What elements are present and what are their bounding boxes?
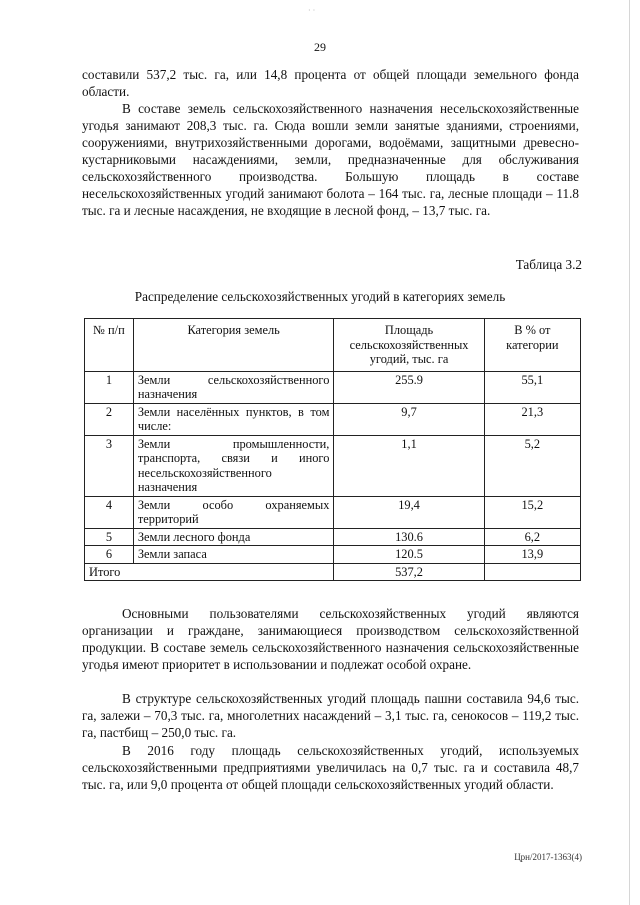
row-category: Земли населённых пунктов, в том числе: xyxy=(133,403,334,435)
table-total-row xyxy=(85,563,581,581)
header-num: № п/п xyxy=(85,319,134,372)
table-row xyxy=(85,403,581,435)
paragraph-2: В составе земель сельскохозяйственного назначения несельскохозяйственные угодья занимают 208,3 тыс. га. Сюда вошли земли занятые зданиями, строениями, сооружениями, внутрихозяйственными дорогами, водоёмами, защитными древесно-кустарниковыми насаждениями, земли, предназначенные для обслуживания сельскохозяйственного производства. Большую площадь в составе несельскохозяйственных угодий занимают болота – 164 тыс. га, лесные площади – 11.8 тыс. га и лесные насаждения, не входящие в лесной фонд, – 13,7 тыс. га. xyxy=(82,101,579,218)
total-percent xyxy=(484,563,580,581)
scan-edge-line xyxy=(629,0,630,905)
table-row xyxy=(85,546,581,564)
row-category: Земли запаса xyxy=(133,546,334,564)
document-code: Црн/2017-1363(4) xyxy=(514,852,582,862)
page-number: 29 xyxy=(314,40,326,54)
row-category: Земли промышленности, транспорта, связи и иного несельскохозяйственного назначения xyxy=(133,435,334,496)
scan-mark: · · xyxy=(308,6,316,15)
land-categories-table xyxy=(84,318,581,581)
row-category: Земли особо охраняемых территорий xyxy=(133,496,334,528)
row-percent: 6,2 xyxy=(484,528,580,546)
header-percent: В % от категории xyxy=(484,319,580,372)
paragraph-3: Основными пользователями сельскохозяйственных угодий являются организации и граждане, занимающиеся производством сельскохозяйственной продукции. В составе земель сельскохозяйственного назначения сельскохозяйственные угодья имеют приоритет в использовании и подлежат особой охране. xyxy=(82,606,579,672)
table-row xyxy=(85,371,581,403)
table-row xyxy=(85,435,581,496)
row-area: 120.5 xyxy=(334,546,484,564)
header-category: Категория земель xyxy=(133,319,334,372)
row-percent: 21,3 xyxy=(484,403,580,435)
row-num: 5 xyxy=(85,528,134,546)
table-row xyxy=(85,496,581,528)
row-percent: 5,2 xyxy=(484,435,580,496)
paragraph-1: составили 537,2 тыс. га, или 14,8 процента от общей площади земельного фонда области. xyxy=(82,67,579,99)
row-category: Земли сельскохозяйственного назначения xyxy=(133,371,334,403)
paragraph-4: В структуре сельскохозяйственных угодий площадь пашни составила 94,6 тыс. га, залежи – 70,3 тыс. га, многолетних насаждений – 3,1 тыс. га, сенокосов – 119,2 тыс. га, пастбищ – 250,0 тыс. га. xyxy=(82,691,579,740)
table-row xyxy=(85,528,581,546)
row-percent: 15,2 xyxy=(484,496,580,528)
row-area: 9,7 xyxy=(334,403,484,435)
header-area: Площадь сельскохозяйственных угодий, тыс. га xyxy=(334,319,484,372)
table-title: Распределение сельскохозяйственных угодий в категориях земель xyxy=(134,289,506,304)
row-area: 19,4 xyxy=(334,496,484,528)
row-percent: 55,1 xyxy=(484,371,580,403)
table-label: Таблица 3.2 xyxy=(515,257,582,272)
row-category: Земли лесного фонда xyxy=(133,528,334,546)
row-area: 255.9 xyxy=(334,371,484,403)
row-num: 6 xyxy=(85,546,134,564)
row-num: 1 xyxy=(85,371,134,403)
row-percent: 13,9 xyxy=(484,546,580,564)
total-label: Итого xyxy=(85,563,334,581)
total-area: 537,2 xyxy=(334,563,484,581)
row-area: 130.6 xyxy=(334,528,484,546)
paragraph-5: В 2016 году площадь сельскохозяйственных угодий, используемых сельскохозяйственными предприятиями увеличилась на 0,7 тыс. га и составила 48,7 тыс. га, или 9,0 процента от общей площади сельскохозяйственных угодий области. xyxy=(82,743,579,792)
row-num: 3 xyxy=(85,435,134,496)
row-area: 1,1 xyxy=(334,435,484,496)
row-num: 2 xyxy=(85,403,134,435)
row-num: 4 xyxy=(85,496,134,528)
table-header-row xyxy=(85,319,581,372)
